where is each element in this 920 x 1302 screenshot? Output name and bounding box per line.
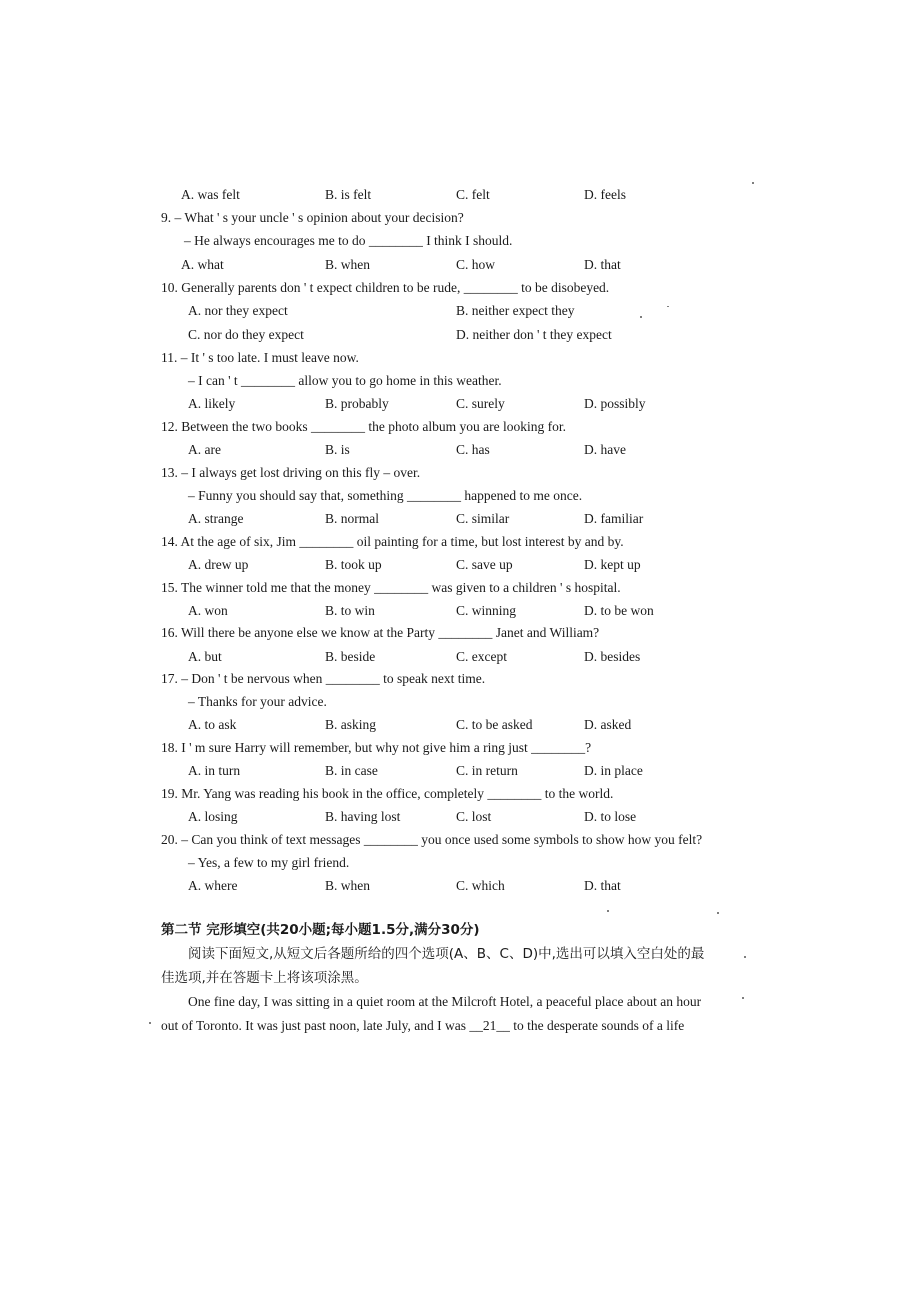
q20-option-c: C. which (456, 878, 505, 893)
q17-stem-line1: 17. – Don ' t be nervous when ________ to speak next time. (161, 671, 486, 686)
q12-option-c: C. has (456, 442, 490, 457)
scan-speck (742, 997, 744, 999)
q11-stem-line2: – I can ' t ________ allow you to go home in this weather. (188, 373, 502, 388)
q10-option-a: A. nor they expect (188, 303, 288, 318)
q14-option-d: D. kept up (584, 557, 641, 572)
q19-option-c: C. lost (456, 809, 492, 824)
q11-option-a: A. likely (188, 396, 236, 411)
q13-stem-line1: 13. – I always get lost driving on this fly – over. (161, 465, 421, 480)
q16-option-b: B. beside (325, 649, 376, 664)
q10-option-b: B. neither expect they (456, 303, 575, 318)
q11-option-d: D. possibly (584, 396, 646, 411)
q18-option-c: C. in return (456, 763, 518, 778)
q9-option-c: C. how (456, 257, 496, 272)
q9-option-b: B. when (325, 257, 370, 272)
q13-option-d: D. familiar (584, 511, 644, 526)
q16-option-d: D. besides (584, 649, 641, 664)
q17-stem-line2: – Thanks for your advice. (188, 694, 327, 709)
q18-stem: 18. I ' m sure Harry will remember, but why not give him a ring just ________? (161, 740, 592, 755)
q8-option-b: B. is felt (325, 187, 372, 202)
q16-stem: 16. Will there be anyone else we know at the Party ________ Janet and William? (161, 625, 600, 640)
q15-option-b: B. to win (325, 603, 375, 618)
q12-stem: 12. Between the two books ________ the photo album you are looking for. (161, 419, 566, 434)
q9-stem-line1: 9. – What ' s your uncle ' s opinion about your decision? (161, 210, 464, 225)
q20-option-b: B. when (325, 878, 370, 893)
q17-option-b: B. asking (325, 717, 377, 732)
scan-speck (667, 306, 669, 307)
passage-line2: out of Toronto. It was just past noon, late July, and I was __21__ to the desperate sounds of a life (161, 1018, 685, 1033)
q16-option-c: C. except (456, 649, 507, 664)
q12-option-a: A. are (188, 442, 221, 457)
scan-speck (717, 912, 719, 914)
q14-option-a: A. drew up (188, 557, 249, 572)
q8-option-c: C. felt (456, 187, 490, 202)
q19-option-d: D. to lose (584, 809, 637, 824)
passage-line1: One fine day, I was sitting in a quiet room at the Milcroft Hotel, a peaceful place about an hour (188, 994, 702, 1009)
q15-option-a: A. won (188, 603, 228, 618)
q10-option-d: D. neither don ' t they expect (456, 327, 612, 342)
q9-option-a: A. what (181, 257, 224, 272)
q8-option-a: A. was felt (181, 187, 240, 202)
q12-option-d: D. have (584, 442, 626, 457)
q18-option-a: A. in turn (188, 763, 241, 778)
q17-option-c: C. to be asked (456, 717, 533, 732)
q19-option-b: B. having lost (325, 809, 401, 824)
q19-option-a: A. losing (188, 809, 238, 824)
q10-option-c: C. nor do they expect (188, 327, 304, 342)
scan-speck (752, 182, 754, 184)
q17-option-a: A. to ask (188, 717, 237, 732)
q13-stem-line2: – Funny you should say that, something ________ happened to me once. (188, 488, 583, 503)
section2-instruction-line1: 阅读下面短文,从短文后各题所给的四个选项(A、B、C、D)中,选出可以填入空白处的最 (188, 946, 705, 962)
q20-stem-line1: 20. – Can you think of text messages ________ you once used some symbols to show how you felt? (161, 832, 703, 847)
q20-option-d: D. that (584, 878, 621, 893)
scan-speck (640, 316, 642, 318)
q11-option-c: C. surely (456, 396, 505, 411)
q14-option-c: C. save up (456, 557, 513, 572)
q11-option-b: B. probably (325, 396, 389, 411)
section2-heading: 第二节 完形填空(共20小题;每小题1.5分,满分30分) (161, 922, 480, 938)
q13-option-b: B. normal (325, 511, 379, 526)
scan-speck (744, 956, 746, 958)
section2-instruction-line2: 佳选项,并在答题卡上将该项涂黑。 (161, 970, 368, 986)
scan-speck (149, 1022, 151, 1024)
q14-stem: 14. At the age of six, Jim ________ oil painting for a time, but lost interest by and by. (161, 534, 624, 549)
q15-stem: 15. The winner told me that the money ________ was given to a children ' s hospital. (161, 580, 621, 595)
q13-option-a: A. strange (188, 511, 244, 526)
q18-option-b: B. in case (325, 763, 378, 778)
q14-option-b: B. took up (325, 557, 382, 572)
q10-stem: 10. Generally parents don ' t expect children to be rude, ________ to be disobeyed. (161, 280, 610, 295)
q20-option-a: A. where (188, 878, 238, 893)
q18-option-d: D. in place (584, 763, 643, 778)
scan-speck (607, 910, 609, 912)
q12-option-b: B. is (325, 442, 350, 457)
q15-option-d: D. to be won (584, 603, 654, 618)
q19-stem: 19. Mr. Yang was reading his book in the office, completely ________ to the world. (161, 786, 614, 801)
q8-option-d: D. feels (584, 187, 626, 202)
q13-option-c: C. similar (456, 511, 510, 526)
q16-option-a: A. but (188, 649, 222, 664)
q15-option-c: C. winning (456, 603, 517, 618)
q9-stem-line2: – He always encourages me to do ________ I think I should. (184, 233, 513, 248)
q11-stem-line1: 11. – It ' s too late. I must leave now. (161, 350, 359, 365)
q20-stem-line2: – Yes, a few to my girl friend. (188, 855, 350, 870)
q9-option-d: D. that (584, 257, 621, 272)
q17-option-d: D. asked (584, 717, 632, 732)
